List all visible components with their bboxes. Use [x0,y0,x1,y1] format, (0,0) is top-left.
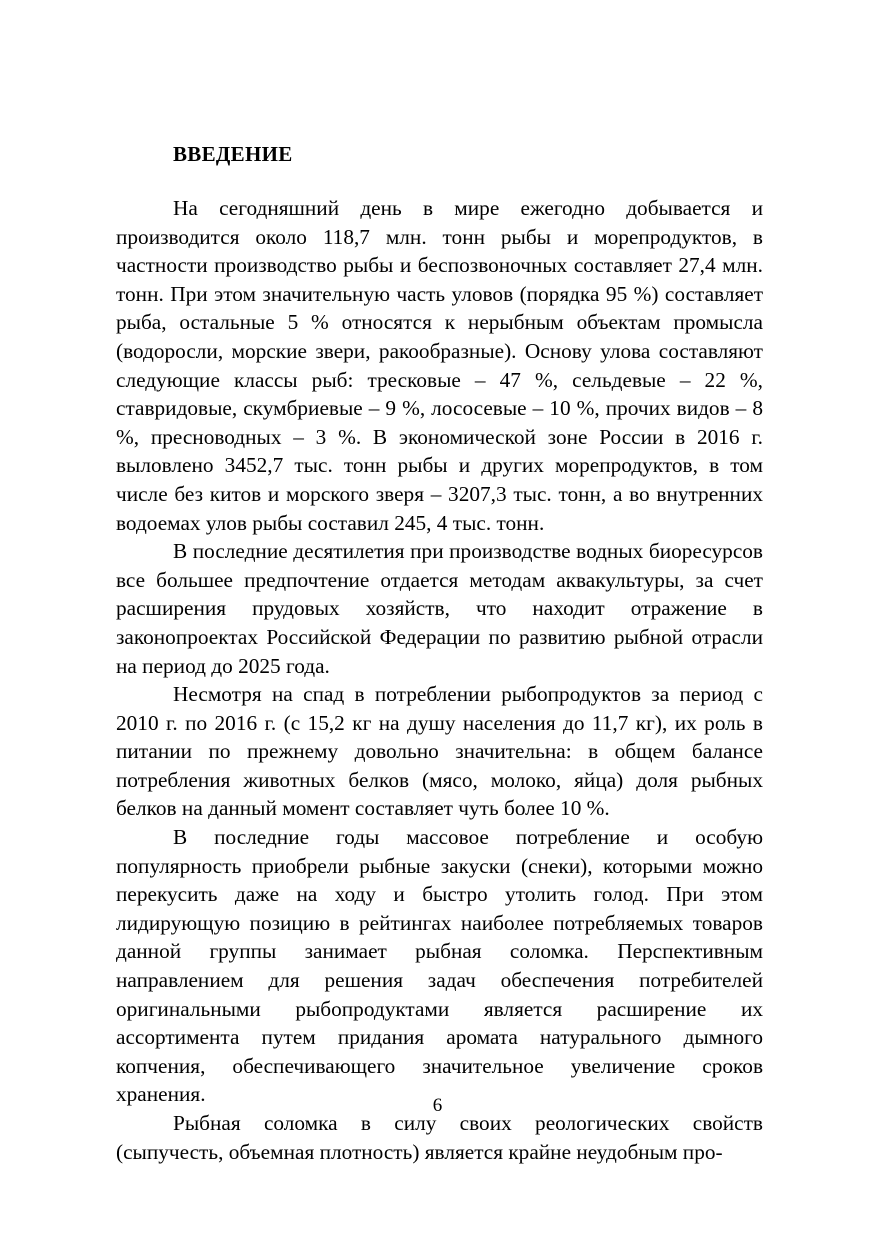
body-text [116,194,763,1166]
paragraph-3: Несмотря на спад в потреблении рыбопродуктов за период с 2010 г. по 2016 г. (с 15,2 кг на душу населения до 11,7 кг), их роль в питании по прежнему довольно значительна: в общем балансе потребления животных белков (мясо, молоко, яйца) доля рыбных белков на данный момент составляет чуть более 10 %. [116,682,763,821]
paragraph-5: Рыбная соломка в силу своих реологических свойств (сыпучесть, объемная плотность) является крайне неудобным про- [116,1111,763,1164]
paragraph-2: В последние десятилетия при производстве водных биоресурсов все большее предпочтение отдается методам аквакультуры, за счет расширения прудовых хозяйств, что находит отражение в законопроектах Российской Федерации по развитию рыбной отрасли на период до 2025 года. [116,539,763,678]
section-heading: ВВЕДЕНИЕ [173,142,293,166]
paragraph-1: На сегодняшний день в мире ежегодно добывается и производится около 118,7 млн. тонн рыбы и морепродуктов, в частности производство рыбы и беспозвоночных составляет 27,4 млн. тонн. При этом значительную часть уловов (порядка 95 %) составляет рыба, остальные 5 % относятся к нерыбным объектам промысла (водоросли, морские звери, ракообразные). Основу улова составляют следующие классы рыб: тресковые – 47 %, сельдевые – 22 %, ставридовые, скумбриевые – 9 %, лососевые – 10 %, прочих видов – 8 %, пресноводных – 3 %. В экономической зоне России в 2016 г. выловлено 3452,7 тыс. тонн рыбы и других морепродуктов, в том числе без китов и морского зверя – 3207,3 тыс. тонн, а во внутренних водоемах улов рыбы составил 245, 4 тыс. тонн. [116,196,763,535]
paragraph-4: В последние годы массовое потребление и особую популярность приобрели рыбные закуски (снеки), которыми можно перекусить даже на ходу и быстро утолить голод. При этом лидирующую позицию в рейтингах наиболее потребляемых товаров данной группы занимает рыбная соломка. Перспективным направлением для решения задач обеспечения потребителей оригинальными рыбопродуктами является расширение их ассортимента путем придания аромата натурального дымного копчения, обеспечивающего значительное увеличение сроков хранения. [116,825,763,1107]
page-number: 6 [432,1095,443,1116]
